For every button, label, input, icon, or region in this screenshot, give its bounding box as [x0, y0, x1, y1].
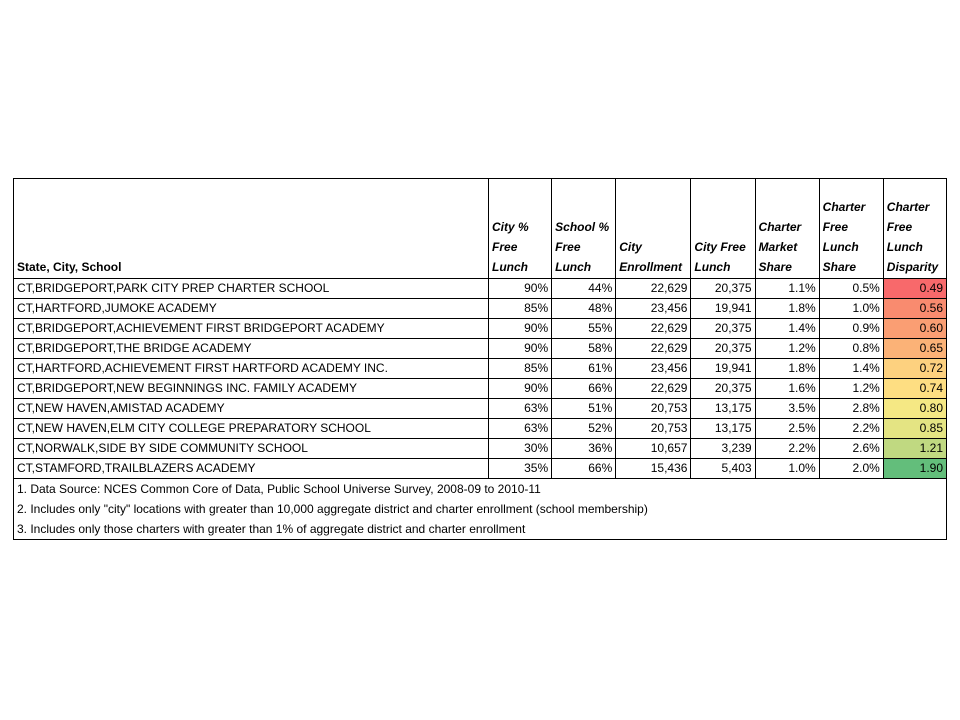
cell-city-free-lunch: 3,239 [691, 439, 755, 459]
cell-disparity: 1.90 [883, 459, 946, 479]
cell-school: CT,HARTFORD,ACHIEVEMENT FIRST HARTFORD ACADEMY INC. [14, 359, 489, 379]
cell-school-free-lunch-pct: 66% [552, 379, 616, 399]
cell-city-free-lunch: 20,375 [691, 279, 755, 299]
cell-school-free-lunch-pct: 51% [552, 399, 616, 419]
cell-city-free-lunch: 20,375 [691, 339, 755, 359]
table-row [14, 319, 947, 339]
note-row [14, 479, 947, 500]
cell-charter-market-share: 1.4% [755, 319, 819, 339]
cell-city-enrollment: 22,629 [616, 279, 691, 299]
table-row [14, 459, 947, 479]
cell-city-free-lunch: 13,175 [691, 399, 755, 419]
cell-charter-free-lunch-share: 2.8% [819, 399, 883, 419]
cell-school-free-lunch-pct: 55% [552, 319, 616, 339]
cell-city-free-lunch: 20,375 [691, 319, 755, 339]
table-row [14, 399, 947, 419]
cell-charter-market-share: 1.8% [755, 299, 819, 319]
cell-disparity: 0.60 [883, 319, 946, 339]
cell-school: CT,NEW HAVEN,AMISTAD ACADEMY [14, 399, 489, 419]
cell-disparity: 0.49 [883, 279, 946, 299]
data-table-container [13, 178, 947, 540]
cell-city-free-lunch-pct: 85% [489, 299, 552, 319]
footnote-text: 1. Data Source: NCES Common Core of Data, Public School Universe Survey, 2008-09 to 2010-11 [14, 479, 947, 500]
cell-school-free-lunch-pct: 61% [552, 359, 616, 379]
cell-city-enrollment: 23,456 [616, 359, 691, 379]
cell-city-enrollment: 20,753 [616, 419, 691, 439]
header-charter-free-lunch-share: Charter Free Lunch Share [819, 179, 883, 279]
cell-school: CT,STAMFORD,TRAILBLAZERS ACADEMY [14, 459, 489, 479]
cell-charter-free-lunch-share: 0.5% [819, 279, 883, 299]
cell-city-free-lunch-pct: 90% [489, 279, 552, 299]
cell-charter-free-lunch-share: 2.6% [819, 439, 883, 459]
cell-charter-free-lunch-share: 0.9% [819, 319, 883, 339]
cell-school-free-lunch-pct: 36% [552, 439, 616, 459]
charter-free-lunch-table [13, 178, 947, 540]
cell-school: CT,NORWALK,SIDE BY SIDE COMMUNITY SCHOOL [14, 439, 489, 459]
cell-school-free-lunch-pct: 44% [552, 279, 616, 299]
table-row [14, 439, 947, 459]
cell-disparity: 0.85 [883, 419, 946, 439]
footnote-text: 3. Includes only those charters with greater than 1% of aggregate district and charter enrollment [14, 519, 947, 540]
cell-school-free-lunch-pct: 66% [552, 459, 616, 479]
table-row [14, 359, 947, 379]
cell-school: CT,BRIDGEPORT,THE BRIDGE ACADEMY [14, 339, 489, 359]
cell-school: CT,BRIDGEPORT,ACHIEVEMENT FIRST BRIDGEPORT ACADEMY [14, 319, 489, 339]
cell-city-enrollment: 10,657 [616, 439, 691, 459]
cell-school-free-lunch-pct: 58% [552, 339, 616, 359]
cell-city-enrollment: 22,629 [616, 319, 691, 339]
cell-city-free-lunch: 5,403 [691, 459, 755, 479]
cell-school: CT,NEW HAVEN,ELM CITY COLLEGE PREPARATORY SCHOOL [14, 419, 489, 439]
cell-disparity: 0.80 [883, 399, 946, 419]
cell-school-free-lunch-pct: 48% [552, 299, 616, 319]
cell-city-free-lunch-pct: 63% [489, 419, 552, 439]
cell-disparity: 0.65 [883, 339, 946, 359]
header-state-city-school: State, City, School [14, 179, 489, 279]
cell-charter-market-share: 2.5% [755, 419, 819, 439]
cell-city-free-lunch-pct: 63% [489, 399, 552, 419]
cell-city-enrollment: 15,436 [616, 459, 691, 479]
note-row [14, 499, 947, 519]
cell-charter-free-lunch-share: 1.0% [819, 299, 883, 319]
note-row [14, 519, 947, 540]
table-body [14, 279, 947, 479]
cell-charter-market-share: 1.1% [755, 279, 819, 299]
cell-charter-free-lunch-share: 1.2% [819, 379, 883, 399]
cell-city-enrollment: 22,629 [616, 379, 691, 399]
cell-charter-market-share: 1.8% [755, 359, 819, 379]
cell-city-free-lunch-pct: 90% [489, 319, 552, 339]
table-notes [14, 479, 947, 540]
header-city-free-lunch-pct: City % Free Lunch [489, 179, 552, 279]
cell-city-free-lunch: 19,941 [691, 359, 755, 379]
cell-disparity: 0.56 [883, 299, 946, 319]
cell-school: CT,BRIDGEPORT,NEW BEGINNINGS INC. FAMILY ACADEMY [14, 379, 489, 399]
table-row [14, 339, 947, 359]
cell-charter-market-share: 3.5% [755, 399, 819, 419]
header-city-free-lunch: City Free Lunch [691, 179, 755, 279]
cell-charter-free-lunch-share: 0.8% [819, 339, 883, 359]
cell-disparity: 1.21 [883, 439, 946, 459]
cell-charter-free-lunch-share: 1.4% [819, 359, 883, 379]
cell-city-enrollment: 20,753 [616, 399, 691, 419]
cell-disparity: 0.74 [883, 379, 946, 399]
cell-city-free-lunch-pct: 85% [489, 359, 552, 379]
cell-city-free-lunch-pct: 35% [489, 459, 552, 479]
cell-city-free-lunch: 13,175 [691, 419, 755, 439]
cell-city-free-lunch-pct: 90% [489, 379, 552, 399]
header-school-free-lunch-pct: School % Free Lunch [552, 179, 616, 279]
header-charter-market-share: Charter Market Share [755, 179, 819, 279]
cell-school: CT,BRIDGEPORT,PARK CITY PREP CHARTER SCHOOL [14, 279, 489, 299]
cell-charter-market-share: 2.2% [755, 439, 819, 459]
cell-school: CT,HARTFORD,JUMOKE ACADEMY [14, 299, 489, 319]
cell-charter-market-share: 1.6% [755, 379, 819, 399]
table-row [14, 279, 947, 299]
cell-disparity: 0.72 [883, 359, 946, 379]
cell-city-enrollment: 22,629 [616, 339, 691, 359]
footnote-text: 2. Includes only "city" locations with greater than 10,000 aggregate district and charter enrollment (school membership) [14, 499, 947, 519]
table-row [14, 299, 947, 319]
cell-city-enrollment: 23,456 [616, 299, 691, 319]
header-city-enrollment: City Enrollment [616, 179, 691, 279]
table-row [14, 379, 947, 399]
cell-charter-free-lunch-share: 2.2% [819, 419, 883, 439]
cell-charter-market-share: 1.0% [755, 459, 819, 479]
cell-charter-free-lunch-share: 2.0% [819, 459, 883, 479]
table-row [14, 419, 947, 439]
cell-charter-market-share: 1.2% [755, 339, 819, 359]
cell-school-free-lunch-pct: 52% [552, 419, 616, 439]
cell-city-free-lunch-pct: 90% [489, 339, 552, 359]
cell-city-free-lunch: 19,941 [691, 299, 755, 319]
header-charter-free-lunch-disparity: Charter Free Lunch Disparity [883, 179, 946, 279]
cell-city-free-lunch-pct: 30% [489, 439, 552, 459]
cell-city-free-lunch: 20,375 [691, 379, 755, 399]
header-row [14, 179, 947, 279]
